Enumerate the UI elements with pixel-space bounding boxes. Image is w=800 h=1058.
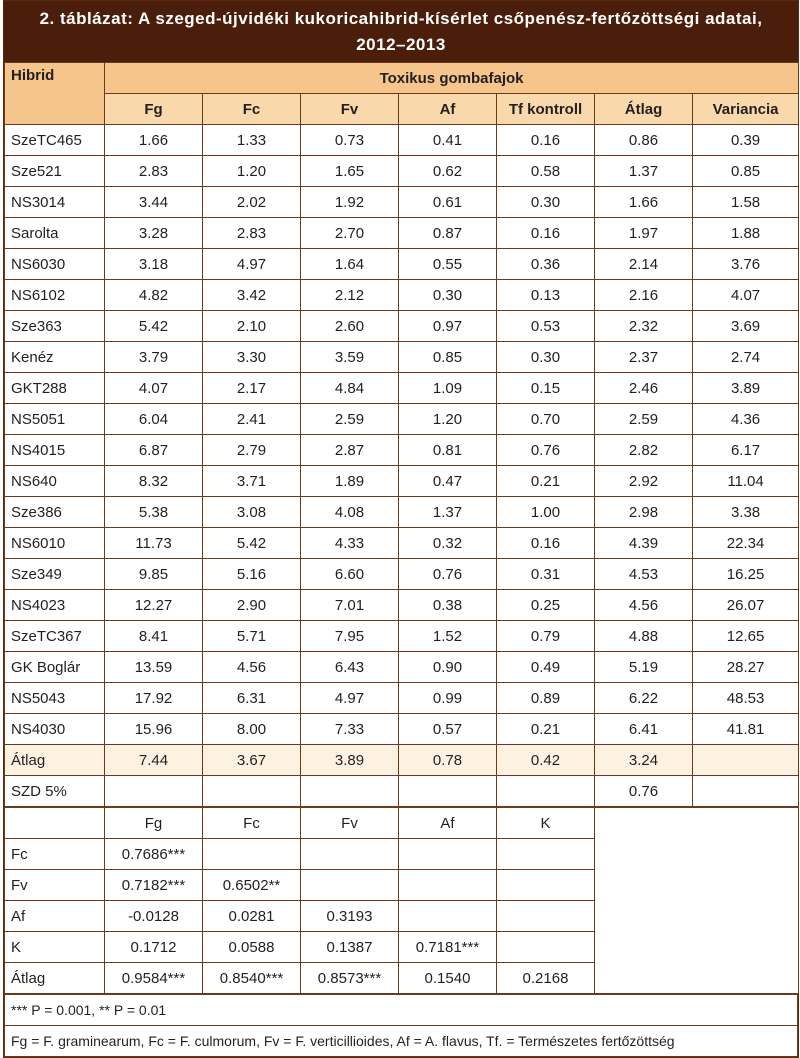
correlation-cell: 0.8540*** [203, 963, 301, 994]
row-label: Kenéz [5, 342, 105, 373]
table-cell: 6.22 [595, 683, 693, 714]
table-cell: 3.38 [693, 497, 799, 528]
row-label: NS6010 [5, 528, 105, 559]
abbreviation-note: Fg = F. graminearum, Fc = F. culmorum, Fv = F. verticillioides, Af = A. flavus, Tf. = Természetes fertőzöttség [4, 1026, 798, 1057]
table-cell: 4.84 [301, 373, 399, 404]
correlation-row-label: K [5, 932, 105, 963]
table-cell: 5.42 [203, 528, 301, 559]
table-cell: 15.96 [105, 714, 203, 745]
table-cell [693, 745, 799, 776]
table-cell: 28.27 [693, 652, 799, 683]
table-cell: 0.38 [399, 590, 497, 621]
table-cell: 2.17 [203, 373, 301, 404]
table-cell: 2.92 [595, 466, 693, 497]
table-cell: 5.19 [595, 652, 693, 683]
col-header: Variancia [693, 94, 799, 125]
table-cell: 13.59 [105, 652, 203, 683]
table-row [5, 590, 799, 621]
table-cell: 4.97 [203, 249, 301, 280]
table-cell: 6.43 [301, 652, 399, 683]
table-cell: 1.37 [595, 156, 693, 187]
correlation-cell: 0.9584*** [105, 963, 203, 994]
table-cell: 4.07 [105, 373, 203, 404]
col-header: Af [399, 94, 497, 125]
row-label: SzeTC465 [5, 125, 105, 156]
table-cell [105, 776, 203, 807]
correlation-col-header: Fv [301, 808, 399, 839]
correlation-cell: 0.6502** [203, 870, 301, 901]
table-cell: 8.41 [105, 621, 203, 652]
table-cell: 2.87 [301, 435, 399, 466]
table-cell: 6.41 [595, 714, 693, 745]
table-cell: 0.76 [595, 776, 693, 807]
table-cell: 5.16 [203, 559, 301, 590]
correlation-cell: 0.7182*** [105, 870, 203, 901]
table-cell: 7.44 [105, 745, 203, 776]
table-cell: 0.81 [399, 435, 497, 466]
table-cell: 4.08 [301, 497, 399, 528]
table-cell: 3.69 [693, 311, 799, 342]
table-cell: 0.61 [399, 187, 497, 218]
row-label: Sze349 [5, 559, 105, 590]
table-cell: 0.89 [497, 683, 595, 714]
correlation-cell [497, 870, 595, 901]
table-cell: 0.87 [399, 218, 497, 249]
table-cell: 2.82 [595, 435, 693, 466]
table-row [5, 652, 799, 683]
table-cell: 0.79 [497, 621, 595, 652]
table-cell: 2.32 [595, 311, 693, 342]
table-cell: 1.58 [693, 187, 799, 218]
title-line-2: 2012–2013 [356, 35, 446, 54]
correlation-cell [203, 839, 301, 870]
table-row [5, 404, 799, 435]
table-cell: 1.66 [595, 187, 693, 218]
table-cell: 4.88 [595, 621, 693, 652]
table-cell: 3.28 [105, 218, 203, 249]
correlation-col-header: Fg [105, 808, 203, 839]
main-table [4, 62, 799, 807]
table-cell: 0.42 [497, 745, 595, 776]
correlation-corner [5, 808, 105, 839]
correlation-cell [399, 901, 497, 932]
table-cell: 6.87 [105, 435, 203, 466]
table-cell: 11.73 [105, 528, 203, 559]
table-cell: 8.00 [203, 714, 301, 745]
correlation-cell: -0.0128 [105, 901, 203, 932]
correlation-row-label: Átlag [5, 963, 105, 994]
table-cell: 2.74 [693, 342, 799, 373]
table-row [5, 621, 799, 652]
table-cell: 3.71 [203, 466, 301, 497]
table-row [5, 745, 799, 776]
row-label: Átlag [5, 745, 105, 776]
table-row [5, 373, 799, 404]
table-row [5, 156, 799, 187]
table-cell: 3.67 [203, 745, 301, 776]
table-cell: 3.18 [105, 249, 203, 280]
table-cell: 0.49 [497, 652, 595, 683]
correlation-cell: 0.0588 [203, 932, 301, 963]
correlation-cell [399, 839, 497, 870]
table-cell: 2.60 [301, 311, 399, 342]
correlation-col-header: K [497, 808, 595, 839]
correlation-cell [399, 870, 497, 901]
table-cell: 0.39 [693, 125, 799, 156]
correlation-cell: 0.7181*** [399, 932, 497, 963]
table-cell: 3.89 [693, 373, 799, 404]
correlation-cell: 0.1712 [105, 932, 203, 963]
table-row [5, 714, 799, 745]
table-cell: 0.85 [399, 342, 497, 373]
table-cell: 4.97 [301, 683, 399, 714]
table-cell: 16.25 [693, 559, 799, 590]
table-cell: 5.42 [105, 311, 203, 342]
table-cell: 0.97 [399, 311, 497, 342]
table-row [5, 187, 799, 218]
table-cell: 1.97 [595, 218, 693, 249]
table-cell: 4.33 [301, 528, 399, 559]
col-header: Fg [105, 94, 203, 125]
table-cell: 9.85 [105, 559, 203, 590]
table-cell: 0.76 [497, 435, 595, 466]
table-cell: 6.17 [693, 435, 799, 466]
table-cell: 4.36 [693, 404, 799, 435]
correlation-body [5, 808, 799, 994]
table-cell: 12.65 [693, 621, 799, 652]
table-cell: 2.83 [105, 156, 203, 187]
table-cell: 1.92 [301, 187, 399, 218]
correlation-col-header: Fc [203, 808, 301, 839]
table-row [5, 249, 799, 280]
table-cell: 0.90 [399, 652, 497, 683]
row-label: GK Boglár [5, 652, 105, 683]
table-cell [301, 776, 399, 807]
table-row [5, 683, 799, 714]
table-row [5, 342, 799, 373]
table-cell: 3.30 [203, 342, 301, 373]
col-header: Átlag [595, 94, 693, 125]
table-row [5, 497, 799, 528]
correlation-cell [497, 932, 595, 963]
table-cell: 0.31 [497, 559, 595, 590]
table-cell: 2.14 [595, 249, 693, 280]
table-cell: 1.37 [399, 497, 497, 528]
table-cell: 7.33 [301, 714, 399, 745]
table-cell: 0.78 [399, 745, 497, 776]
table-cell: 0.86 [595, 125, 693, 156]
table-cell: 0.30 [497, 342, 595, 373]
table-cell: 17.92 [105, 683, 203, 714]
row-label: Sze521 [5, 156, 105, 187]
table-cell: 1.88 [693, 218, 799, 249]
table-cell: 1.52 [399, 621, 497, 652]
table-cell: 2.59 [301, 404, 399, 435]
table-row [5, 218, 799, 249]
row-label: NS5051 [5, 404, 105, 435]
correlation-cell: 0.7686*** [105, 839, 203, 870]
row-label: NS3014 [5, 187, 105, 218]
row-label: NS4030 [5, 714, 105, 745]
table-row [5, 776, 799, 807]
table-cell: 3.79 [105, 342, 203, 373]
table-cell: 2.37 [595, 342, 693, 373]
blank-area [595, 808, 799, 994]
table-cell: 6.60 [301, 559, 399, 590]
table-row [5, 435, 799, 466]
table-container [3, 0, 799, 1058]
row-label: GKT288 [5, 373, 105, 404]
table-cell: 0.41 [399, 125, 497, 156]
table-cell: 1.33 [203, 125, 301, 156]
table-cell: 22.34 [693, 528, 799, 559]
correlation-cell [497, 901, 595, 932]
table-cell: 0.21 [497, 466, 595, 497]
table-cell: 0.16 [497, 125, 595, 156]
table-cell: 2.70 [301, 218, 399, 249]
table-cell: 0.99 [399, 683, 497, 714]
table-cell: 0.32 [399, 528, 497, 559]
table-cell: 0.53 [497, 311, 595, 342]
table-cell: 8.32 [105, 466, 203, 497]
table-cell: 2.90 [203, 590, 301, 621]
row-label: NS6102 [5, 280, 105, 311]
table-cell: 2.46 [595, 373, 693, 404]
table-cell: 7.95 [301, 621, 399, 652]
table-cell: 3.44 [105, 187, 203, 218]
table-cell: 1.00 [497, 497, 595, 528]
correlation-cell: 0.1387 [301, 932, 399, 963]
row-label: NS6030 [5, 249, 105, 280]
correlation-row-label: Fv [5, 870, 105, 901]
correlation-header-row [5, 808, 799, 839]
species-group-header: Toxikus gombafajok [105, 63, 799, 94]
correlation-cell: 0.8573*** [301, 963, 399, 994]
table-title [4, 1, 798, 62]
table-cell: 3.42 [203, 280, 301, 311]
table-cell: 0.58 [497, 156, 595, 187]
table-cell: 1.66 [105, 125, 203, 156]
table-cell: 4.82 [105, 280, 203, 311]
table-cell: 4.39 [595, 528, 693, 559]
table-cell: 3.76 [693, 249, 799, 280]
table-cell: 4.53 [595, 559, 693, 590]
correlation-cell [497, 839, 595, 870]
row-label: Sarolta [5, 218, 105, 249]
table-cell: 0.76 [399, 559, 497, 590]
table-cell: 1.20 [203, 156, 301, 187]
table-cell: 3.59 [301, 342, 399, 373]
table-row [5, 528, 799, 559]
table-cell: 7.01 [301, 590, 399, 621]
table-cell: 2.83 [203, 218, 301, 249]
table-cell [693, 776, 799, 807]
correlation-cell: 0.2168 [497, 963, 595, 994]
table-cell: 2.12 [301, 280, 399, 311]
table-cell: 5.38 [105, 497, 203, 528]
table-cell: 1.65 [301, 156, 399, 187]
row-label: SzeTC367 [5, 621, 105, 652]
table-cell: 0.13 [497, 280, 595, 311]
table-cell [399, 776, 497, 807]
correlation-cell: 0.0281 [203, 901, 301, 932]
correlation-cell [301, 870, 399, 901]
table-cell: 0.16 [497, 528, 595, 559]
correlation-cell: 0.1540 [399, 963, 497, 994]
table-cell: 0.85 [693, 156, 799, 187]
row-label: NS4015 [5, 435, 105, 466]
correlation-cell: 0.3193 [301, 901, 399, 932]
correlation-table [4, 807, 799, 994]
table-cell: 0.36 [497, 249, 595, 280]
table-cell: 3.08 [203, 497, 301, 528]
table-cell: 4.56 [595, 590, 693, 621]
table-cell: 1.09 [399, 373, 497, 404]
table-row [5, 125, 799, 156]
table-cell: 2.02 [203, 187, 301, 218]
table-cell: 2.10 [203, 311, 301, 342]
table-cell: 0.25 [497, 590, 595, 621]
table-cell: 2.59 [595, 404, 693, 435]
correlation-row-label: Af [5, 901, 105, 932]
table-cell: 4.07 [693, 280, 799, 311]
row-label: Sze363 [5, 311, 105, 342]
table-cell: 4.56 [203, 652, 301, 683]
table-cell: 1.64 [301, 249, 399, 280]
table-row [5, 466, 799, 497]
table-cell: 3.24 [595, 745, 693, 776]
correlation-col-header: Af [399, 808, 497, 839]
table-cell: 0.16 [497, 218, 595, 249]
table-cell: 1.89 [301, 466, 399, 497]
table-cell: 0.73 [301, 125, 399, 156]
table-cell: 0.70 [497, 404, 595, 435]
row-label: NS5043 [5, 683, 105, 714]
table-cell: 0.21 [497, 714, 595, 745]
table-cell: 5.71 [203, 621, 301, 652]
table-cell: 26.07 [693, 590, 799, 621]
table-cell: 1.20 [399, 404, 497, 435]
row-label: NS4023 [5, 590, 105, 621]
row-label: NS640 [5, 466, 105, 497]
col-header: Fc [203, 94, 301, 125]
table-cell: 2.79 [203, 435, 301, 466]
table-cell [497, 776, 595, 807]
table-cell: 2.16 [595, 280, 693, 311]
correlation-cell [301, 839, 399, 870]
correlation-row-label: Fc [5, 839, 105, 870]
table-cell: 12.27 [105, 590, 203, 621]
table-cell: 0.15 [497, 373, 595, 404]
table-cell: 2.41 [203, 404, 301, 435]
table-cell: 0.57 [399, 714, 497, 745]
table-cell: 0.62 [399, 156, 497, 187]
table-row [5, 559, 799, 590]
table-cell: 6.31 [203, 683, 301, 714]
table-cell: 41.81 [693, 714, 799, 745]
table-cell: 6.04 [105, 404, 203, 435]
table-cell: 0.55 [399, 249, 497, 280]
table-cell: 3.89 [301, 745, 399, 776]
title-line-1: 2. táblázat: A szeged-újvidéki kukoricahibrid-kísérlet csőpenész-fertőzöttségi adatai, [39, 9, 763, 28]
significance-note: *** P = 0.001, ** P = 0.01 [4, 994, 798, 1026]
table-cell: 11.04 [693, 466, 799, 497]
table-cell: 48.53 [693, 683, 799, 714]
data-body [5, 125, 799, 807]
table-cell: 0.47 [399, 466, 497, 497]
hybrid-header: Hibrid [5, 63, 105, 125]
table-row [5, 280, 799, 311]
row-label: SZD 5% [5, 776, 105, 807]
col-header: Tf kontroll [497, 94, 595, 125]
table-cell: 0.30 [497, 187, 595, 218]
col-header: Fv [301, 94, 399, 125]
table-cell: 2.98 [595, 497, 693, 528]
row-label: Sze386 [5, 497, 105, 528]
table-cell: 0.30 [399, 280, 497, 311]
table-row [5, 311, 799, 342]
table-cell [203, 776, 301, 807]
